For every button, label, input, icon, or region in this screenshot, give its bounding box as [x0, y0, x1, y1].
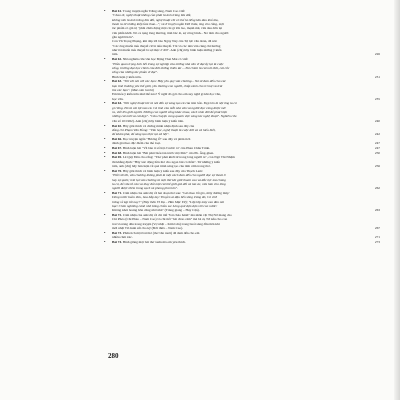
- entry-text: "Nói nghệ thuật tức là nói đến sự sáng tạo cả của tâm hồn. Đẹp lòn là nội ông ta có: [122, 101, 237, 106]
- entry-text: thì khẳng định: "Hãy xúc động hồn thơ cho ngọn bút có thần". Từ những ý kiến: [112, 159, 220, 164]
- bullet-icon: •: [104, 122, 106, 128]
- exercise-number: Bài 68.: [112, 150, 122, 155]
- exercise-entry: [104, 145, 380, 150]
- exercise-entry: [104, 100, 380, 123]
- entry-text: "Điều quan trọng hơn hết trong sự nghiệp của những nhà văn vĩ đại ấy lại là cuộc: [112, 61, 224, 66]
- exercise-number: Bài 69.: [112, 155, 122, 160]
- entry-text: "Chao ơi, nghệ thuật không cần phải là ánh trăng lừa dối,: [112, 13, 192, 18]
- entry-line: [112, 226, 380, 230]
- entry-text: Không khói hoàng hôn cũng nhớ nhà" (Tràng giang – Huy Cận).: [112, 208, 200, 213]
- exercise-number: Bài 66.: [112, 136, 122, 141]
- entry-text: trên, anh (chị) hãy bàn luận về quá trình sáng tạo của tình cảm trong thơ.: [112, 164, 211, 169]
- entry-text: học văn.: [112, 96, 124, 101]
- entry-text: ta có, để vừa tố cáo và thay đổi một cái thế giới giả dối và tàn ác, vừa làm cho lòng: [112, 181, 226, 186]
- exercise-page-ref: 267: [374, 226, 380, 231]
- bullet-icon: •: [104, 135, 106, 141]
- entry-text: trên.: [112, 52, 119, 57]
- exercise-page-ref: 271: [374, 235, 380, 240]
- exercise-entry: [104, 135, 380, 146]
- exercise-entry: [104, 56, 380, 79]
- exercise-entry: [104, 212, 380, 231]
- exercise-number: Bài 65.: [112, 123, 122, 128]
- exercise-number: Bài 64.: [112, 101, 122, 106]
- exercise-entry: [104, 8, 380, 57]
- bullet-icon: •: [104, 190, 106, 195]
- entry-text: Bình luận bài "Về bàn ti số hội ở nước ta" của Phan Châu Trinh.: [122, 146, 211, 150]
- exercise-number: Bài 73.: [112, 230, 122, 235]
- entry-text: Bình giảng một bài thơ xuân mà em yêu thích.: [122, 239, 186, 244]
- entry-text: Bình luận bài "Bài phát biểu tàn trước mộ Mác" của Ph. Ăng-ghen.: [122, 150, 215, 155]
- entry-text: Trong truyện ngắn Trăng sáng, Nam Cao viết:: [122, 9, 186, 13]
- bullet-icon: •: [104, 154, 106, 160]
- entry-line: [112, 52, 380, 56]
- entry-text: trai và nàng dâu trong truyện (Vợ nhặt – Kim Lân) trong buổi sáng đầu tiên khi: [112, 221, 220, 226]
- entry-line: [112, 240, 380, 244]
- page-gutter-shadow: [394, 0, 400, 400]
- exercise-number: Bài 70.: [112, 168, 122, 173]
- entry-text: những cái mới và cái đẹp". "Câu chuyện vung quanh việc sáng tác nghệ thuật". Nghiên cứu: [112, 114, 237, 119]
- entry-text: để khám phá, để sáng tạo thực tại xã hội".: [112, 132, 170, 137]
- page-number: 280: [108, 352, 119, 360]
- entry-text: tim các bạn". (Mác-xim Gorki): [112, 87, 155, 92]
- exercise-entry: [104, 154, 380, 169]
- entry-text: vừa phấn khởi. Nó ca tụng lòng thương, tình bác ái, sự công bình... Nó làm cho người: [112, 30, 229, 35]
- bullet-icon: •: [104, 149, 106, 155]
- entry-text: "Tôi với nói với các bạn: Hãy yêu quý văn chương... Nó sẽ đem đến cho các: [122, 79, 226, 84]
- entry-text: gần người hơn".: [112, 35, 134, 40]
- bullet-icon: •: [104, 145, 106, 150]
- entry-line: [112, 164, 380, 168]
- entry-text: đồng chí Phạm Văn Đồng: "Văn học, nghệ thuật là cuộc đời và cả hiểu biết,: [112, 127, 216, 132]
- exercise-page-ref: 256: [374, 164, 380, 169]
- entry-line: [112, 141, 380, 145]
- bullet-icon: •: [104, 56, 106, 62]
- entry-text: sống, trường đại học chính của đời những thiên tài ... Đó chính là cái nơi thôi, cái cốc: [112, 65, 230, 70]
- entry-text: Dòng nước buồn thiu, hoa bắp lay/ Thuyền ai đậu bến sông trăng đó, Có chở: [112, 195, 217, 200]
- bullet-icon: •: [104, 78, 106, 84]
- entry-text: người được thêm trong sạch và phong phú hơn".: [112, 186, 178, 191]
- exercise-page-ref: 250: [374, 150, 380, 155]
- exercise-page-ref: 273: [374, 239, 380, 244]
- entry-line: [112, 75, 380, 79]
- entry-text: văn số 10/1962). Anh (chị) hãy bình luận ý kiến trên.: [112, 118, 184, 123]
- entry-text: tác phẩm có giá trị "phải chứa đựng một cái gì lớn lao, mạnh mẽ, vừa đau đớn lại: [112, 26, 223, 31]
- exercise-page-ref: 226: [374, 52, 380, 57]
- exercise-entry: [104, 229, 380, 240]
- exercise-page-ref: 235: [374, 96, 380, 101]
- entry-text: bạc/ Chim nghiêng cánh nhỏ bóng chiều sa/ Lòng quê dợn dợn vời con nước/: [112, 204, 217, 209]
- entry-text: Chí Phèo (Chí Phèo – Nam Cao) và chi tiết "bát cháo cám" mà bà cụ Tứ nấu cho con: [112, 217, 228, 222]
- exercise-entry: [104, 167, 380, 191]
- entry-text: gì riêng. Đó là cái lợi nào cả. Cả tình của mỗi nhà văn và người đọc cùng được mở: [112, 105, 226, 110]
- entry-text: Bình luận ý kiến trên.: [112, 74, 142, 79]
- entry-text: Hãy giải thích và bình luận ý kiến sau đây của Thạch Lam:: [122, 168, 203, 173]
- bullet-icon: •: [104, 238, 106, 244]
- bullet-icon: •: [104, 212, 106, 218]
- entry-text: nhiều cảm xúc.: [112, 235, 133, 240]
- entry-text: Hãy giải thích và chứng minh nhận định sau đây của: [122, 123, 195, 128]
- exercise-page-ref: 242: [374, 132, 380, 137]
- entry-text: hay sự quên; trái lại văn chương là một thứ khí giới thanh cao và đắc lực mà chúng: [112, 177, 226, 182]
- entry-line: [112, 97, 380, 101]
- exercise-number: Bài 72.: [112, 213, 122, 218]
- exercise-page-ref: 240: [374, 118, 380, 123]
- exercise-number: Bài 74.: [112, 239, 122, 244]
- exercise-entry: [104, 78, 380, 101]
- entry-text: Lê Quý Đôn cho rằng: "Thơ phát khởi từ trong lòng người ta", còn Ngô Thì Nhậm: [122, 155, 235, 160]
- entry-text: như tôi muốn tiểu thuyết là sự thực ở đời". Anh (chị) hãy bình luận những ý kiến: [112, 48, 222, 53]
- exercise-page-ref: 263: [374, 208, 380, 213]
- entry-text: Em hiểu ý kiến trên như thế nào? Ý nghĩ đó gợi cho em suy nghĩ gì khi đọc văn,: [112, 92, 221, 97]
- entry-text: Nhà nghiên cứu văn học Đặng Thai Mai có viết:: [122, 57, 189, 62]
- entry-text: trăng về kịp tối nay?" (Đây thôn Vĩ Dạ – Hàn Mặc Tử); "Lớp lớp mây cao đùn núi: [112, 199, 225, 204]
- entry-line: [112, 208, 380, 212]
- exercise-entry: [104, 238, 380, 244]
- entry-text: không nên là ánh trăng lừa dối, nghệ thuật chỉ có thể là tiếng kêu đau khổ kia,: [112, 17, 219, 22]
- entry-line: [112, 235, 380, 239]
- exercise-page-ref: 262: [374, 186, 380, 191]
- exercise-number: Bài 67.: [112, 146, 122, 150]
- exercise-list: [104, 8, 380, 245]
- bullet-icon: •: [104, 167, 106, 173]
- entry-text: "Các ông muốn tiểu thuyết cứ là tiểu thuyết. Tôi và các nhà văn cùng chí hướng: [112, 43, 221, 48]
- exercise-page-ref: 231: [374, 74, 380, 79]
- entry-text: Cảm nhận của anh/chị về chi tiết "bát cháo hành" mà nhân vật Thị Nở mang cho: [122, 213, 232, 218]
- entry-line: [112, 146, 380, 150]
- entry-line: [112, 186, 380, 190]
- exercise-number: Bài 62.: [112, 57, 122, 62]
- entry-text: Còn Vũ Trọng Phụng, khi đáp lời báo Ngày Nay của Tự lực văn đoàn, đã nói:: [112, 39, 218, 44]
- entry-text: sống của những tác phẩm vĩ đại".: [112, 70, 158, 75]
- bullet-icon: •: [104, 8, 106, 13]
- exercise-number: Bài 71.: [112, 191, 122, 195]
- bullet-icon: •: [104, 100, 106, 106]
- exercise-page-ref: 247: [374, 141, 380, 146]
- entry-text: đánh giá theo đặc điểm của thể loại.: [112, 141, 161, 146]
- entry-line: [112, 119, 380, 123]
- entry-text: bạn tình thương yêu thế giới, yêu thương con người, chấp cánh cho trí tuệ và trái: [112, 83, 223, 88]
- entry-text: Cảm nhận của anh/chị về hai đoạn thơ sau: "Gió theo lối gió, mây đường mây/: [122, 191, 230, 195]
- entry-text: Phân tích một bài thơ (thơ văn xuôi) đã đem đến cho em: [122, 230, 200, 235]
- entry-text: thoát ra từ những kiếp lầm than..."; và ở truyện ngắn Đời thừa, ông cho rằng, một: [112, 22, 224, 27]
- entry-text: "Đối với tôi, văn chương không phải là một cách đem đến cho người đọc sự thoát li: [112, 173, 226, 178]
- entry-text: Đọc truyện ngắn "Hương Ô" sau đây và phân tích: [122, 136, 191, 141]
- entry-text: mới nhặt Tứ danh sắt cho kỷ (Đời thừa – Nam Cao).: [112, 226, 184, 231]
- entry-line: [112, 132, 380, 136]
- exercise-number: Bài 61.: [112, 9, 122, 13]
- exercise-number: Bài 63.: [112, 79, 122, 84]
- exercise-entry: [104, 122, 380, 137]
- bullet-icon: •: [104, 229, 106, 235]
- entry-text: ra, viết lên giới người. Những con người sống khác nhau, cách nhìn đời để phát hiện: [112, 110, 228, 115]
- exercise-entry: [104, 190, 380, 213]
- exercise-page-ref: 247: [374, 146, 380, 150]
